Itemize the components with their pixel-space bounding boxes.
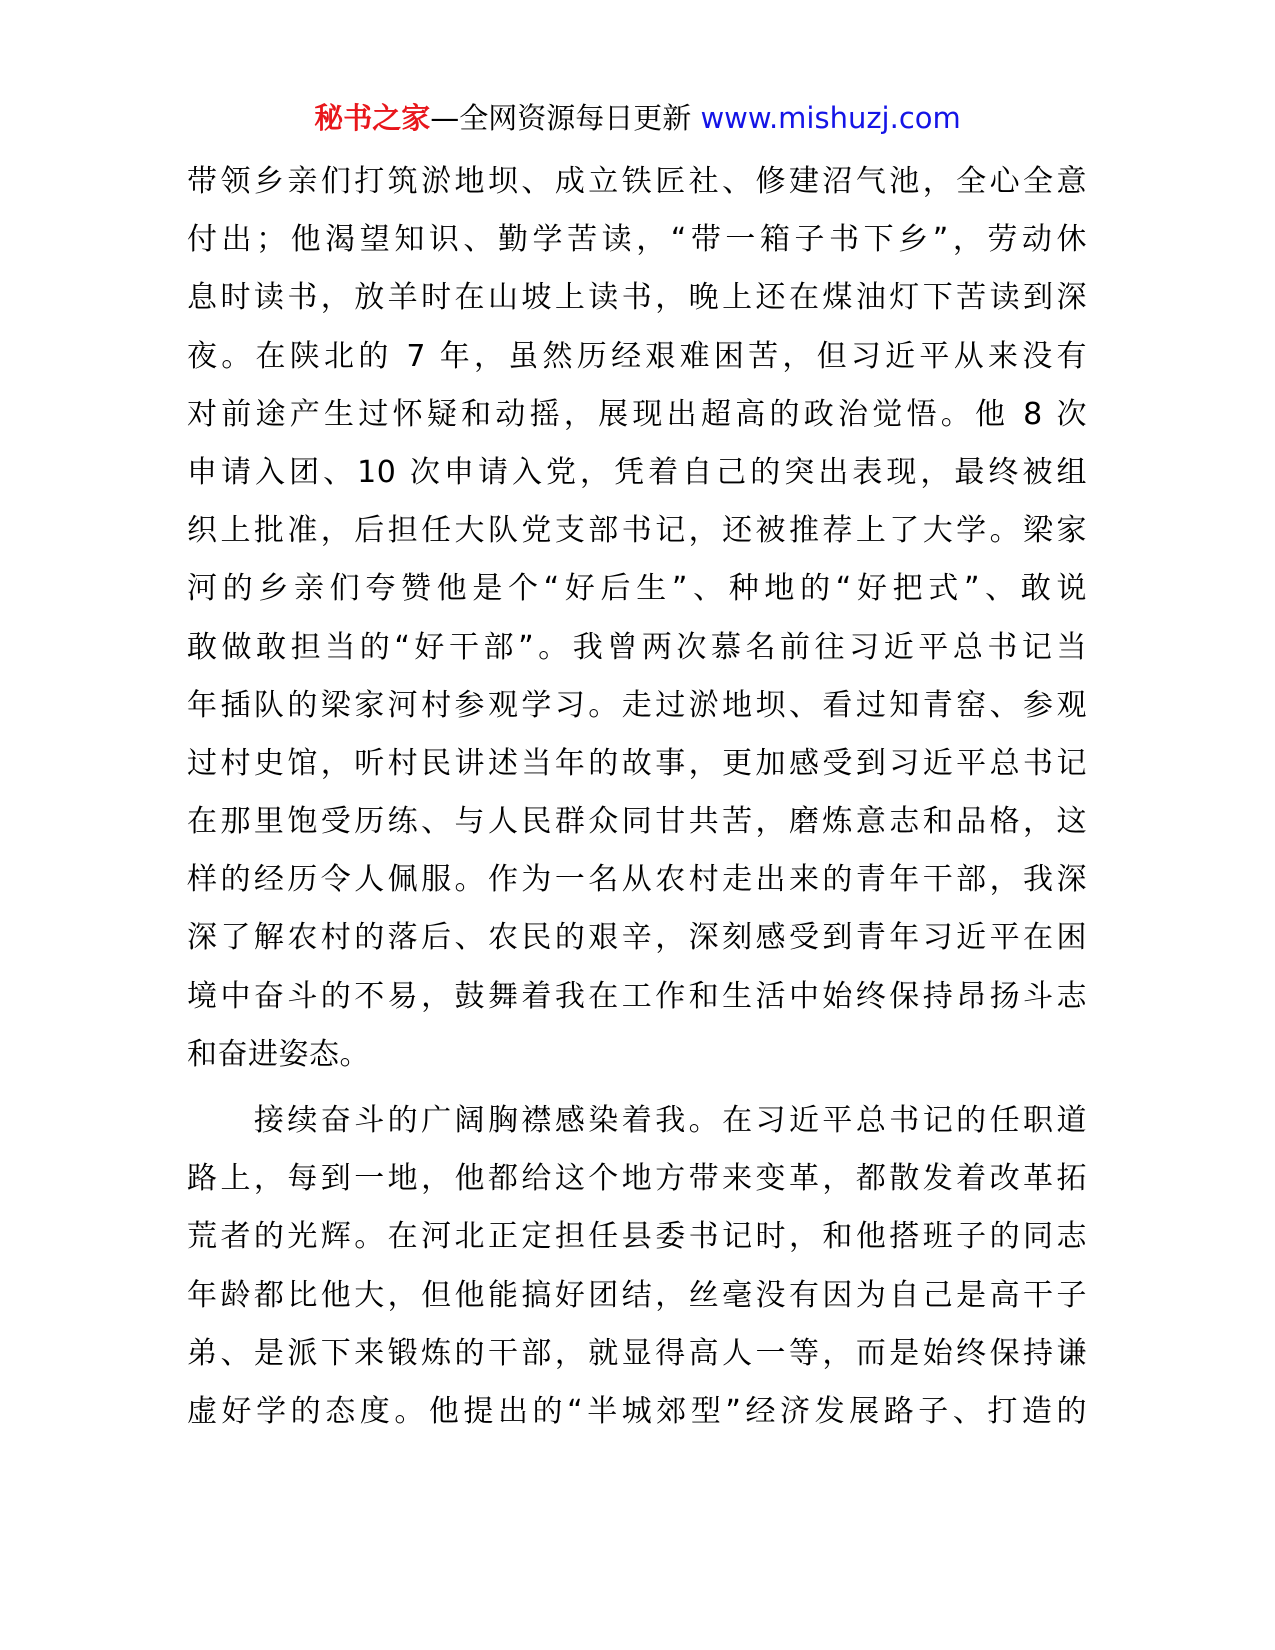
text-line: 对前途产生过怀疑和动摇，展现出超高的政治觉悟。他 8 次 [187, 396, 1087, 432]
header-tagline: —全网资源每日更新 [430, 101, 692, 135]
text-line: 样的经历令人佩服。作为一名从农村走出来的青年干部，我深 [187, 862, 1087, 898]
text-line: 深了解农村的落后、农民的艰辛，深刻感受到青年习近平在困 [187, 920, 1087, 956]
text-line: 接续奋斗的广阔胸襟感染着我。在习近平总书记的任职道 [187, 1103, 1087, 1138]
paragraph-2 [187, 1092, 1087, 1441]
text-line: 织上批准，后担任大队党支部书记，还被推荐上了大学。梁家 [187, 513, 1087, 549]
text-line: 虚好学的态度。他提出的“半城郊型”经济发展路子、打造的 [187, 1393, 1087, 1429]
text-line: 夜。在陕北的 7 年，虽然历经艰难困苦，但习近平从来没有 [187, 338, 1087, 374]
text-line: 在那里饱受历练、与人民群众同甘共苦，磨炼意志和品格，这 [187, 804, 1087, 840]
paragraph-gap [187, 1084, 1087, 1092]
text-line: 和奋进姿态。 [187, 1036, 370, 1072]
page-header [0, 98, 1275, 138]
text-line: 境中奋斗的不易，鼓舞着我在工作和生活中始终保持昂扬斗志 [187, 978, 1087, 1014]
header-url-link[interactable]: www.mishuzj.com [700, 101, 961, 135]
text-line: 弟、是派下来锻炼的干部，就显得高人一等，而是始终保持谦 [187, 1335, 1087, 1371]
paragraph-1 [187, 153, 1087, 1084]
text-line: 带领乡亲们打筑淤地坝、成立铁匠社、修建沼气池，全心全意 [187, 164, 1087, 199]
text-line: 付出；他渴望知识、勤学苦读，“带一箱子书下乡”，劳动休 [187, 222, 1087, 258]
header-brand: 秘书之家 [314, 101, 431, 135]
text-line: 息时读书，放羊时在山坡上读书，晚上还在煤油灯下苦读到深 [187, 280, 1087, 316]
text-line: 年龄都比他大，但他能搞好团结，丝毫没有因为自己是高干子 [187, 1277, 1087, 1313]
document-body [187, 153, 1087, 1441]
text-line: 申请入团、10 次申请入党，凭着自己的突出表现，最终被组 [187, 454, 1087, 490]
text-line: 敢做敢担当的“好干部”。我曾两次慕名前往习近平总书记当 [187, 629, 1087, 665]
text-line: 河的乡亲们夸赞他是个“好后生”、种地的“好把式”、敢说 [187, 571, 1087, 607]
text-line: 路上，每到一地，他都给这个地方带来变革，都散发着改革拓 [187, 1161, 1087, 1197]
text-line: 荒者的光辉。在河北正定担任县委书记时，和他搭班子的同志 [187, 1219, 1087, 1255]
text-line: 过村史馆，听村民讲述当年的故事，更加感受到习近平总书记 [187, 745, 1087, 781]
text-line: 年插队的梁家河村参观学习。走过淤地坝、看过知青窑、参观 [187, 687, 1087, 723]
